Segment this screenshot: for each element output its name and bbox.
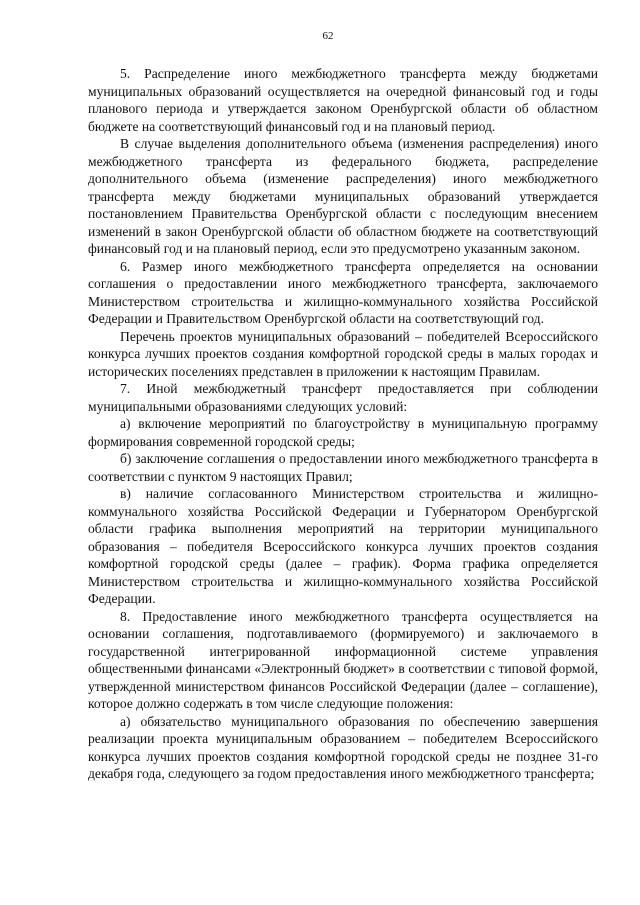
condition-b: б) заключение соглашения о предоставлении иного межбюджетного трансферта в соответствии с пунктом 9 настоящих Правил; bbox=[88, 451, 598, 484]
condition-c: в) наличие согласованного Министерством строительства и жилищно-коммунального хозяйства Российской Федерации и Губернатором Оренбургской области графика выполнения мероприятий на территории муниципального образования – победителя Всероссийского конкурса лучших проектов создания комфортной городской среды (далее – график). Форма графика определяется Министерством строительства и жилищно-коммунального хозяйства Российской Федерации. bbox=[88, 486, 598, 606]
provision-a: а) обязательство муниципального образования по обеспечению завершения реализации проекта муниципальным образованием – победителем Всероссийского конкурса лучших проектов создания комфортной городской среды не позднее 31-го декабря года, следующего за годом предоставления иного межбюджетного трансферта; bbox=[88, 713, 598, 781]
paragraph-5-distribution: 5. Распределение иного межбюджетного трансферта между бюджетами муниципальных образований осуществляется на очередной финансовый год и годы планового периода и утверждается законом Оренбургской области об областном бюджете на соответствующий финансовый год и на плановый период. bbox=[88, 66, 598, 134]
page-number: 62 bbox=[322, 30, 334, 42]
paragraph-6-transfer-size: 6. Размер иного межбюджетного трансферта определяется на основании соглашения о предоставлении иного межбюджетного трансферта, заключаемого Министерством строительства и жилищно-коммунального хозяйства Российской Федерации и Правительством Оренбургской области на соответствующий год. bbox=[88, 258, 598, 326]
paragraph-project-list: Перечень проектов муниципальных образований – победителей Всероссийского конкурса лучших проектов создания комфортной городской среды в малых городах и исторических поселениях представлен в приложении к настоящим Правилам. bbox=[88, 328, 598, 379]
paragraph-8-agreement: 8. Предоставление иного межбюджетного трансферта осуществляется на основании соглашения, подготавливаемого (формируемого) и заключаемого в государственной интегрированной информационной системе управления общественными финансами «Электронный бюджет» в соответствии с типовой формой, утвержденной министерством финансов Российской Федерации (далее – соглашение), которое должно содержать в том числе следующие положения: bbox=[88, 608, 598, 711]
condition-a: а) включение мероприятий по благоустройству в муниципальную программу формирования современной городской среды; bbox=[88, 416, 598, 449]
paragraph-7-conditions: 7. Иной межбюджетный трансферт предоставляется при соблюдении муниципальными образованиями следующих условий: bbox=[88, 381, 598, 414]
paragraph-additional-volume: В случае выделения дополнительного объема (изменения распределения) иного межбюджетного трансферта из федерального бюджета, распределение дополнительного объема (изменение распределения) иного межбюджетного трансферта между бюджетами муниципальных образований утверждается постановлением Правительства Оренбургской области с последующим внесением изменений в закон Оренбургской области об областном бюджете на соответствующий финансовый год и на плановый период, если это предусмотрено указанным законом. bbox=[88, 136, 598, 256]
